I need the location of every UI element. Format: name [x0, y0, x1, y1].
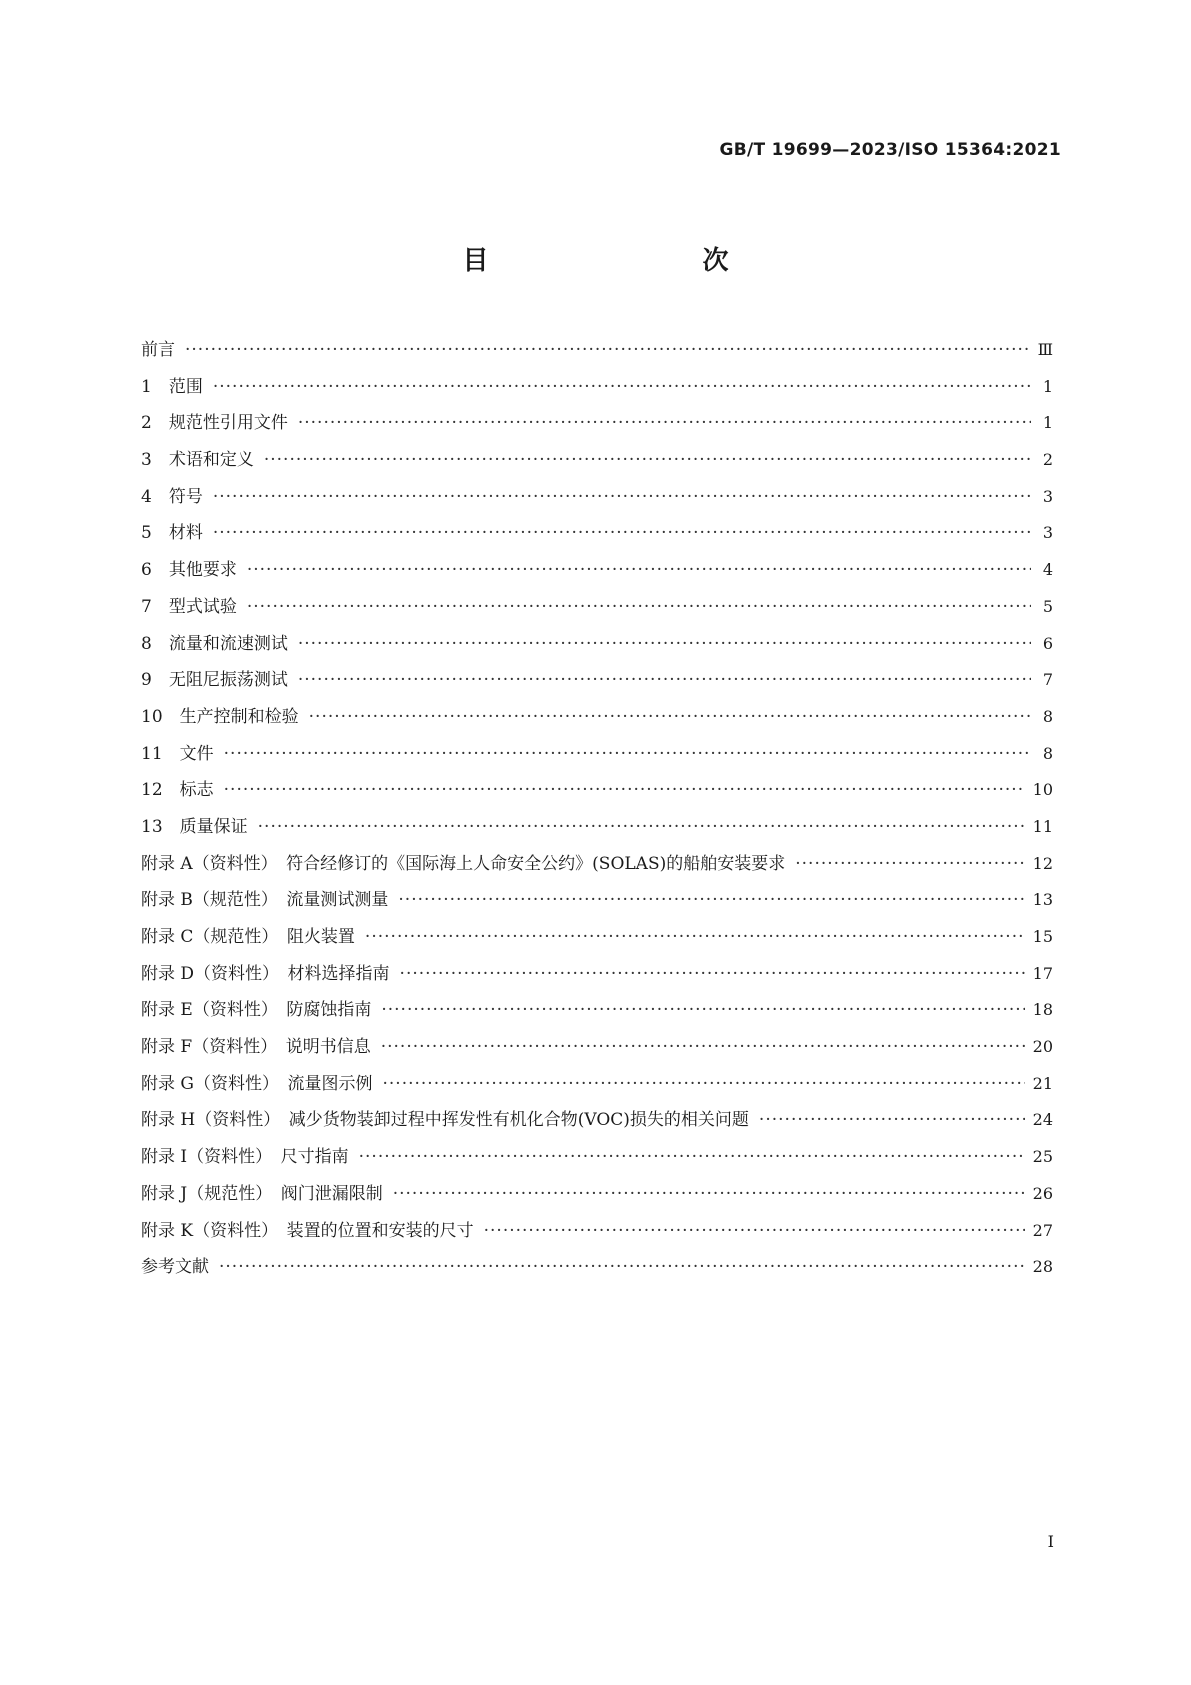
toc-dot-leader: [382, 1074, 1024, 1094]
toc-entry-label: 附录 G（资料性） 流量图示例: [141, 1073, 373, 1094]
page-title: 目 次: [462, 246, 783, 276]
toc-entry-label: 附录 B（规范性） 流量测试测量: [141, 890, 389, 911]
toc-entry-label: 附录 D（资料性） 材料选择指南: [141, 963, 390, 984]
toc-dot-leader: [381, 1037, 1025, 1057]
toc-entry-label: 附录 I（资料性） 尺寸指南: [141, 1147, 349, 1168]
toc-entry-page: 1: [1042, 376, 1053, 396]
toc-entry-page: Ⅲ: [1037, 340, 1053, 359]
toc-dot-leader: [247, 560, 1031, 580]
toc-entry-page: 12: [1032, 853, 1053, 873]
toc-dot-leader: [795, 854, 1024, 874]
toc-dot-leader: [264, 450, 1031, 470]
toc-entry[interactable]: [141, 707, 1053, 744]
toc-entry-label: 8 流量和流速测试: [141, 633, 288, 654]
toc-entry[interactable]: [141, 634, 1053, 671]
toc-dot-leader: [484, 1221, 1025, 1241]
toc-dot-leader: [398, 890, 1024, 910]
toc-dot-leader: [400, 964, 1025, 984]
toc-entry[interactable]: [141, 780, 1053, 817]
page-number: Ⅰ: [1047, 1532, 1054, 1551]
standard-code: GB/T 19699—2023/ISO 15364:2021: [719, 140, 1061, 160]
toc-entry[interactable]: [141, 413, 1053, 450]
toc-entry[interactable]: [141, 964, 1053, 1001]
toc-dot-leader: [185, 340, 1030, 360]
toc-entry-label: 附录 J（规范性） 阀门泄漏限制: [141, 1183, 383, 1204]
toc-dot-leader: [298, 413, 1031, 433]
toc-entry-label: 附录 A（资料性） 符合经修订的《国际海上人命安全公约》(SOLAS)的船舶安装要求: [141, 853, 786, 874]
toc-dot-leader: [298, 634, 1031, 654]
toc-entry-page: 18: [1032, 1000, 1053, 1020]
toc-entry-page: 3: [1042, 523, 1053, 543]
toc-entry-label: 2 规范性引用文件: [141, 413, 288, 434]
toc-entry-label: 附录 H（资料性） 减少货物装卸过程中挥发性有机化合物(VOC)损失的相关问题: [141, 1110, 749, 1131]
toc-entry-page: 8: [1042, 743, 1053, 763]
toc-entry-page: 2: [1042, 450, 1053, 470]
toc-entry-page: 5: [1042, 596, 1053, 616]
toc-entry[interactable]: [141, 523, 1053, 560]
toc-entry-page: 15: [1032, 927, 1053, 946]
toc-entry-label: 4 符号: [141, 486, 203, 507]
toc-dot-leader: [224, 780, 1025, 800]
toc-entry-page: 1: [1042, 413, 1053, 433]
toc-dot-leader: [219, 1257, 1025, 1277]
toc-entry-label: 6 其他要求: [141, 560, 237, 581]
toc-entry[interactable]: [141, 1184, 1053, 1221]
toc-entry-label: 前言: [141, 340, 175, 360]
toc-entry-label: 13 质量保证: [141, 816, 248, 837]
toc-entry-page: 20: [1032, 1037, 1053, 1057]
table-of-contents: [141, 340, 1053, 1294]
toc-dot-leader: [258, 817, 1025, 837]
toc-entry[interactable]: [141, 377, 1053, 414]
toc-dot-leader: [298, 670, 1031, 690]
toc-entry[interactable]: [141, 560, 1053, 597]
toc-entry[interactable]: [141, 450, 1053, 487]
toc-entry[interactable]: [141, 597, 1053, 634]
toc-dot-leader: [759, 1110, 1025, 1130]
toc-entry-page: 21: [1032, 1073, 1053, 1093]
toc-entry-label: 5 材料: [141, 523, 203, 544]
toc-entry[interactable]: [141, 340, 1053, 377]
toc-entry[interactable]: [141, 744, 1053, 781]
toc-entry-page: 3: [1042, 486, 1053, 506]
toc-entry[interactable]: [141, 1037, 1053, 1074]
toc-entry-label: 10 生产控制和检验: [141, 706, 299, 727]
toc-entry-page: 11: [1032, 816, 1053, 836]
toc-entry[interactable]: [141, 1257, 1053, 1294]
toc-entry-label: 参考文献: [141, 1257, 209, 1278]
toc-dot-leader: [393, 1184, 1025, 1204]
toc-dot-leader: [381, 1000, 1024, 1020]
toc-dot-leader: [213, 377, 1031, 397]
toc-entry-page: 25: [1032, 1147, 1053, 1167]
toc-entry[interactable]: [141, 854, 1053, 891]
toc-entry[interactable]: [141, 487, 1053, 524]
toc-entry-label: 9 无阻尼振荡测试: [141, 670, 288, 691]
toc-entry-label: 11 文件: [141, 743, 214, 764]
toc-dot-leader: [213, 487, 1031, 507]
toc-entry-label: 3 术语和定义: [141, 450, 254, 471]
toc-entry[interactable]: [141, 1221, 1053, 1258]
toc-entry-page: 7: [1042, 670, 1053, 690]
toc-dot-leader: [309, 707, 1031, 727]
toc-entry[interactable]: [141, 1074, 1053, 1111]
toc-entry[interactable]: [141, 927, 1053, 964]
toc-entry[interactable]: [141, 817, 1053, 854]
toc-entry-page: 17: [1032, 963, 1053, 983]
toc-entry-label: 附录 E（资料性） 防腐蚀指南: [141, 1000, 372, 1021]
toc-entry-label: 1 范围: [141, 376, 203, 397]
toc-entry-page: 4: [1042, 560, 1053, 580]
toc-entry-page: 10: [1032, 780, 1053, 800]
toc-dot-leader: [224, 744, 1031, 764]
toc-entry-page: 27: [1032, 1220, 1053, 1240]
toc-entry-label: 附录 K（资料性） 装置的位置和安装的尺寸: [141, 1220, 474, 1241]
toc-entry-page: 13: [1032, 890, 1053, 910]
toc-entry-page: 6: [1042, 633, 1053, 653]
toc-dot-leader: [365, 927, 1025, 947]
toc-entry-page: 28: [1032, 1257, 1053, 1277]
toc-entry[interactable]: [141, 1000, 1053, 1037]
toc-entry-label: 7 型式试验: [141, 596, 237, 617]
toc-dot-leader: [247, 597, 1031, 617]
toc-entry[interactable]: [141, 670, 1053, 707]
toc-dot-leader: [213, 523, 1031, 543]
toc-entry-page: 24: [1032, 1110, 1053, 1130]
toc-entry-label: 附录 C（规范性） 阻火装置: [141, 927, 355, 947]
toc-entry-page: 8: [1042, 706, 1053, 726]
toc-entry[interactable]: [141, 1147, 1053, 1184]
toc-entry-label: 附录 F（资料性） 说明书信息: [141, 1037, 371, 1058]
toc-entry[interactable]: [141, 890, 1053, 927]
toc-entry-page: 26: [1032, 1183, 1053, 1203]
toc-entry-label: 12 标志: [141, 780, 214, 801]
toc-entry[interactable]: [141, 1110, 1053, 1147]
toc-dot-leader: [359, 1147, 1025, 1167]
